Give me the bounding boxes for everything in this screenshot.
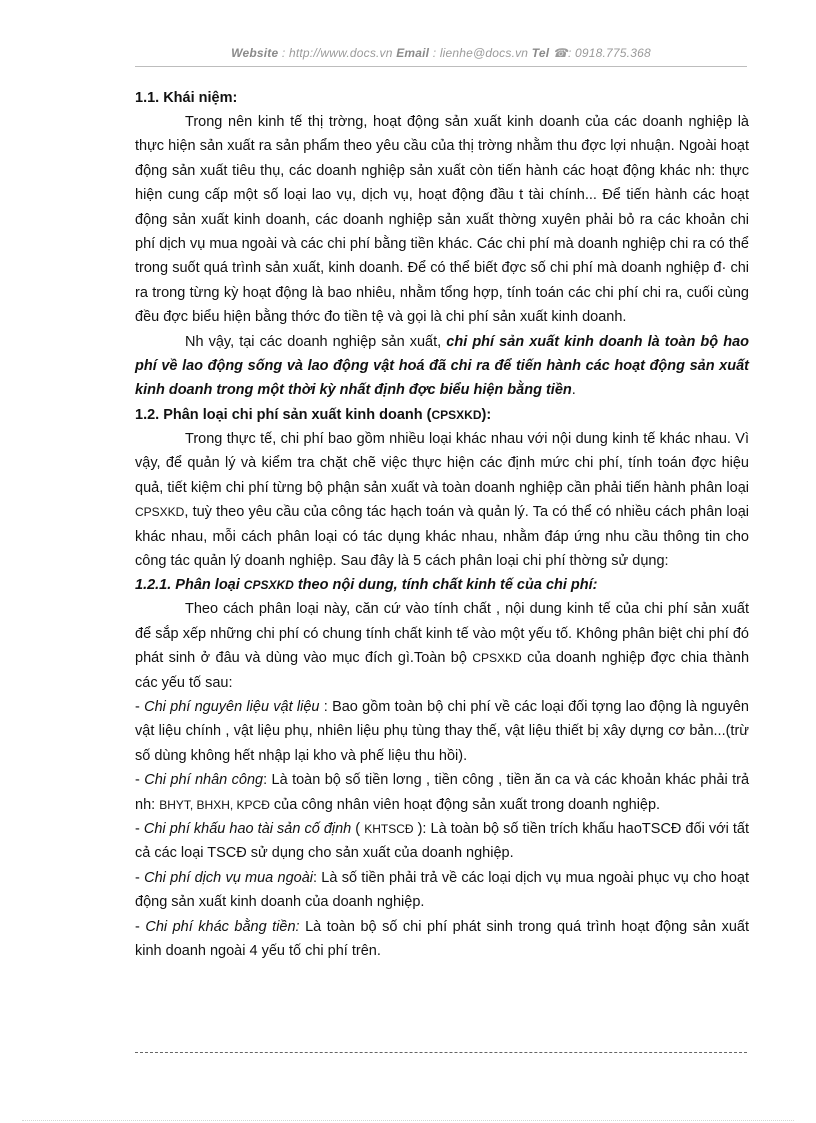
section-1-2-1-title: 1.2.1. Phân loại [135,577,240,594]
email-label: Email [396,46,430,60]
phone-icon: ☎ [552,46,568,60]
definition-end: . [571,382,576,399]
tel-value: : 0918.775.368 [567,46,651,60]
item-text: : Là toàn bộ số tiền lơng , tiền công , tiền ăn ca và các khoản khác phải trả nh: [135,772,750,813]
section-1-2-text-b: , tuỳ theo yêu cầu của công tác hạch toán và quản lý. Ta có thể có nhiều cách phân loại khác nhau, mỗi cách phân loại có tác dụng khác nhau, nhằm đáp ứng nhu cầu thông tin cho công tác quản lý doanh nghiệp. Sau đây là 5 cách phân loại chi phí thờng sử dụng: [135,504,749,569]
section-1-2-text-a: Trong thực tế, chi phí bao gồm nhiều loại khác nhau với nội dung kinh tế khác nhau. Vì vậy, để quản lý và kiểm tra chặt chẽ việc thực hiện các định mức chi phí, tính toán đợc hiệu quả, tiết kiệm chi phí từng bộ phận sản xuất và toàn doanh nghiệp cần phải tiến hành phân loại [135,430,749,496]
cost-item [135,817,749,866]
cost-item [135,695,749,768]
cost-item [135,866,749,915]
item-abbr: BHYT, BHXH, KPCĐ [159,797,270,812]
section-1-2-heading [135,403,749,427]
section-1-2-paragraph [135,427,749,573]
item-text: Là toàn bộ số chi phí phát sinh trong quá trình hoạt động sản xuất kinh doanh ngoài 4 yếu tố chi phí trên. [135,918,749,959]
item-term: Chi phí khấu hao tài sản cố định [143,820,352,837]
item-term: Chi phí khác bằng tiền: [145,918,300,935]
section-1-2-text-abbr: CPSXKD [135,505,185,520]
footer-divider [135,1052,747,1053]
section-1-2-1-text-abbr: CPSXKD [472,651,522,666]
page-bottom-border [22,1120,794,1121]
document-body [135,86,749,963]
section-1-1-paragraph-1: Trong nên kinh tế thị trờng, hoạt động sản xuất kinh doanh của các doanh nghiệp là thực hiện sản xuất ra sản phẩm theo yêu cầu của thị trờng nhằm thu đợc lợi nhuận. Ngoài hoạt động sản xuất tiêu thụ, các doanh nghiệp sản xuất còn tiến hành các hoạt động khác nh: thực hiện cung cấp một số loại lao vụ, dịch vụ, hoạt động đầu t tài chính... Để tiến hành các hoạt động sản xuất kinh doanh, các doanh nghiệp sản xuất thờng xuyên phải bỏ ra các khoản chi phí dịch vụ mua ngoài và các chi phí bằng tiền khác. Các chi phí mà doanh nghiệp chi ra có thể trong suốt quá trình sản xuất, kinh doanh. Để có thể biết đợc số chi phí mà doanh nghiệp đ· chi ra trong từng kỳ hoạt động là bao nhiêu, nhằm tổng hợp, tính toán các chi phí chi ra, cuối cùng đều đợc biểu hiện bằng thớc đo tiền tệ và gọi là chi phí sản xuất kinh doanh. [135,114,749,326]
item-term: Chi phí dịch vụ mua ngoài [144,869,313,886]
website-value: : http://www.docs.vn [281,46,393,60]
section-1-2-1-abbr: CPSXKD [243,578,294,593]
tel-label: Tel [531,46,550,60]
section-1-2-1-heading [135,573,749,597]
item-dash: - [135,869,145,886]
item-dash: - [135,820,144,837]
item-text-tail: ): Là toàn bộ số tiền trích khấu haoTSCĐ đối với tất cả các loại TSCĐ sử dụng cho sản xuất của doanh nghiệp. [135,820,749,862]
item-dash: - [135,698,145,715]
section-1-1-heading: 1.1. Khái niệm: [135,90,238,106]
item-abbr: KHTSCĐ [364,821,414,836]
cost-item [135,915,749,964]
definition-lead: Nh vậy, tại các doanh nghiệp sản xuất, [185,333,442,350]
section-1-2-1-text-b: của doanh nghiệp đợc chia thành các yếu tố sau: [135,650,750,691]
section-1-2-1-paragraph [135,597,749,695]
cost-item [135,768,749,817]
item-text-tail: của công nhân viên hoạt động sản xuất trong doanh nghiệp. [269,796,661,813]
section-1-2-1-title-end: theo nội dung, tính chất kinh tế của chi phí: [297,577,598,594]
section-1-1-paragraph-2 [135,330,749,403]
item-term: Chi phí nhân công [144,772,264,789]
section-1-2-1-text-a: Theo cách phân loại này, căn cứ vào tính chất , nội dung kinh tế của chi phí sản xuất để sắp xếp những chi phí có chung tính chất kinh tế vào một yếu tố. Không phân biệt chi phí đó phát sinh ở đâu và dùng vào mục đích gì.Toàn bộ [135,601,749,667]
email-value: : lienhe@docs.vn [432,46,529,60]
item-text: : Bao gồm toàn bộ chi phí về các loại đối tợng lao động là nguyên vật liệu chính , vật liệu phụ, nhiên liệu phụ tùng thay thế, vật liệu thiết bị xây dựng cơ bản...(trừ số dùng không hết nhập lại kho và phế liệu thu hồi). [135,698,749,764]
item-dash: - [135,918,146,935]
header-divider [135,66,747,67]
page-header [135,46,747,60]
section-1-2-abbr: CPSXKD [431,407,482,422]
section-1-2-title-end: ): [481,406,492,423]
item-dash: - [135,772,145,789]
definition-text: chi phí sản xuất kinh doanh là toàn bộ hao phí về lao động sống và lao động vật hoá đã chi ra để tiến hành các hoạt động sản xuất kinh doanh trong một thời kỳ nhất định đợc biểu hiện bằng tiền [135,333,750,399]
item-text: ( [351,820,365,837]
item-term: Chi phí nguyên liệu vật liệu [144,698,320,715]
item-text: : Là số tiền phải trả về các loại dịch vụ mua ngoài phục vụ cho hoạt động sản xuất kinh doanh của doanh nghiệp. [135,869,749,911]
website-label: Website [231,46,279,60]
section-1-2-title: 1.2. Phân loại chi phí sản xuất kinh doanh ( [135,406,432,423]
